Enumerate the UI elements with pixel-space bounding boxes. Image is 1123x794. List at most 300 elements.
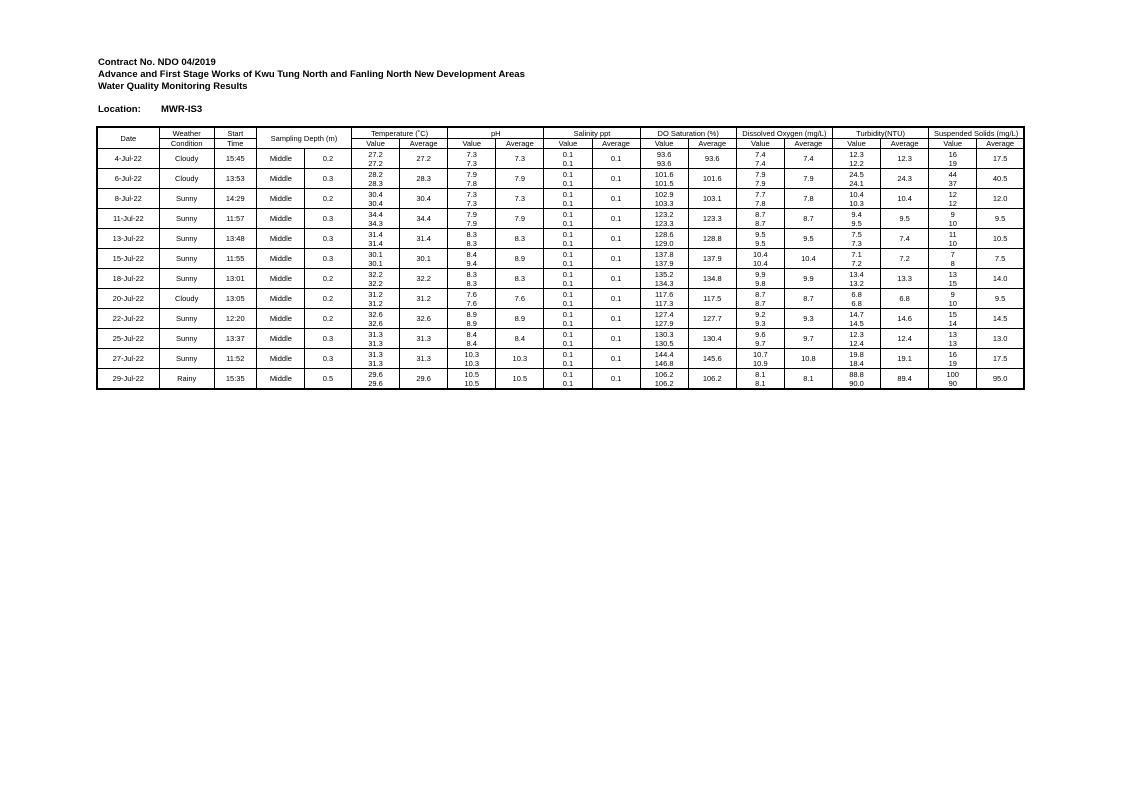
cell-suspended-solids-value: 11 xyxy=(948,229,957,239)
cell-turbidity-value: 18.4 xyxy=(849,358,864,368)
cell-salinity-value: 0.1 xyxy=(562,238,574,248)
location-label: Location: xyxy=(98,104,141,115)
cell-do-saturation-average: 145.6 xyxy=(688,349,736,369)
cell-ph-value: 7.6 xyxy=(466,289,477,299)
cell-turbidity-values xyxy=(832,349,880,369)
cell-ph-average: 7.3 xyxy=(496,189,544,209)
cell-salinity-values xyxy=(544,289,592,309)
cell-dissolved-oxygen-value: 9.7 xyxy=(755,338,766,348)
cell-weather: Sunny xyxy=(159,249,214,269)
cell-dissolved-oxygen-average: 9.5 xyxy=(784,229,832,249)
cell-do-saturation-value: 117.3 xyxy=(655,298,674,308)
cell-turbidity-average: 89.4 xyxy=(881,369,929,390)
cell-do-saturation-values xyxy=(640,289,688,309)
cell-date: 11-Jul-22 xyxy=(97,209,159,229)
col-start: Start xyxy=(214,127,256,139)
cell-temperature-values xyxy=(352,269,400,289)
cell-temperature-average: 30.1 xyxy=(400,249,448,269)
cell-start-time: 15:45 xyxy=(214,149,256,169)
table-row xyxy=(97,289,1024,309)
cell-ph-average: 8.9 xyxy=(496,249,544,269)
cell-temperature-value: 32.2 xyxy=(368,269,383,279)
cell-suspended-solids-value: 90 xyxy=(948,378,957,388)
cell-weather: Sunny xyxy=(159,269,214,289)
cell-do-saturation-value: 129.0 xyxy=(654,238,674,248)
cell-ph-value: 10.3 xyxy=(464,358,480,368)
col-salinity: Salinity ppt xyxy=(544,127,640,139)
cell-ph-value: 8.3 xyxy=(466,269,477,279)
cell-start-time: 11:55 xyxy=(214,249,256,269)
cell-dissolved-oxygen-average: 9.3 xyxy=(784,309,832,329)
subcol-dissolved-oxygen-value: Value xyxy=(736,139,784,149)
cell-date: 18-Jul-22 xyxy=(97,269,159,289)
cell-temperature-value: 31.4 xyxy=(368,229,383,239)
cell-do-saturation-value: 144.4 xyxy=(654,349,674,359)
cell-do-saturation-values xyxy=(640,269,688,289)
cell-turbidity-average: 24.3 xyxy=(881,169,929,189)
cell-temperature-value: 30.1 xyxy=(368,249,383,259)
cell-suspended-solids-value: 15 xyxy=(948,309,957,319)
cell-weather: Rainy xyxy=(159,369,214,390)
cell-start-time: 12:20 xyxy=(214,309,256,329)
cell-dissolved-oxygen-values xyxy=(736,229,784,249)
cell-temperature-average: 31.2 xyxy=(400,289,448,309)
cell-ph-value: 7.9 xyxy=(466,209,477,219)
col-weather-2: Condition xyxy=(159,139,214,149)
cell-ph-value: 7.3 xyxy=(466,158,477,168)
cell-dissolved-oxygen-value: 9.5 xyxy=(755,229,766,239)
cell-dissolved-oxygen-value: 9.9 xyxy=(755,269,766,279)
cell-do-saturation-values xyxy=(640,349,688,369)
cell-turbidity-value: 13.4 xyxy=(849,269,864,279)
cell-turbidity-average: 12.3 xyxy=(881,149,929,169)
cell-ph-value: 10.5 xyxy=(464,369,480,379)
cell-dissolved-oxygen-values xyxy=(736,189,784,209)
cell-ph-value: 8.9 xyxy=(466,318,477,328)
cell-start-time: 13:48 xyxy=(214,229,256,249)
cell-ph-value: 9.4 xyxy=(466,258,477,268)
cell-dissolved-oxygen-value: 10.4 xyxy=(753,249,768,259)
cell-weather: Sunny xyxy=(159,349,214,369)
cell-start-time: 14:29 xyxy=(214,189,256,209)
cell-ph-value: 7.3 xyxy=(466,189,477,199)
cell-salinity-average: 0.1 xyxy=(592,229,640,249)
cell-turbidity-average: 10.4 xyxy=(881,189,929,209)
cell-turbidity-values xyxy=(832,269,880,289)
cell-turbidity-value: 10.3 xyxy=(849,198,864,208)
cell-depth-label: Middle xyxy=(256,349,304,369)
cell-turbidity-values xyxy=(832,249,880,269)
table-row xyxy=(97,209,1024,229)
cell-dissolved-oxygen-value: 10.4 xyxy=(753,258,768,268)
col-depth: Sampling Depth (m) xyxy=(256,127,351,149)
cell-turbidity-value: 7.1 xyxy=(851,249,862,259)
cell-turbidity-value: 7.2 xyxy=(851,258,862,268)
cell-start-time: 13:05 xyxy=(214,289,256,309)
cell-ph-values xyxy=(448,349,496,369)
cell-depth-label: Middle xyxy=(256,149,304,169)
cell-salinity-average: 0.1 xyxy=(592,209,640,229)
cell-do-saturation-values xyxy=(640,229,688,249)
cell-salinity-values xyxy=(544,369,592,390)
cell-dissolved-oxygen-value: 8.1 xyxy=(755,369,766,379)
cell-do-saturation-value: 130.5 xyxy=(654,338,674,348)
cell-salinity-values xyxy=(544,149,592,169)
cell-do-saturation-value: 137.8 xyxy=(654,249,674,259)
cell-dissolved-oxygen-average: 8.1 xyxy=(784,369,832,390)
cell-temperature-values xyxy=(352,149,400,169)
cell-temperature-value: 30.1 xyxy=(368,258,383,268)
cell-salinity-value: 0.1 xyxy=(562,189,574,199)
cell-suspended-solids-values xyxy=(929,369,977,390)
cell-suspended-solids-values xyxy=(929,269,977,289)
cell-turbidity-average: 9.5 xyxy=(881,209,929,229)
cell-turbidity-value: 14.7 xyxy=(849,309,864,319)
cell-depth: 0.3 xyxy=(304,209,351,229)
cell-suspended-solids-values xyxy=(929,189,977,209)
cell-dissolved-oxygen-average: 8.7 xyxy=(784,209,832,229)
cell-salinity-average: 0.1 xyxy=(592,149,640,169)
cell-suspended-solids-value: 19 xyxy=(948,158,957,168)
cell-salinity-value: 0.1 xyxy=(562,229,574,239)
cell-ph-value: 7.9 xyxy=(466,218,477,228)
col-weather: Weather xyxy=(159,127,214,139)
cell-ph-average: 8.3 xyxy=(496,269,544,289)
cell-temperature-value: 27.2 xyxy=(368,158,383,168)
cell-depth: 0.2 xyxy=(304,149,351,169)
cell-suspended-solids-average: 17.5 xyxy=(977,349,1024,369)
cell-dissolved-oxygen-values xyxy=(736,169,784,189)
cell-do-saturation-value: 93.6 xyxy=(656,158,672,168)
cell-temperature-value: 31.3 xyxy=(368,329,383,339)
col-temperature: Temperature (˚C) xyxy=(352,127,448,139)
cell-depth: 0.5 xyxy=(304,369,351,390)
cell-depth-label: Middle xyxy=(256,309,304,329)
cell-turbidity-value: 24.5 xyxy=(849,169,864,179)
cell-dissolved-oxygen-value: 9.8 xyxy=(755,278,766,288)
cell-do-saturation-average: 127.7 xyxy=(688,309,736,329)
cell-start-time: 11:57 xyxy=(214,209,256,229)
cell-turbidity-value: 10.4 xyxy=(849,189,864,199)
cell-turbidity-value: 12.3 xyxy=(849,329,864,339)
cell-date: 29-Jul-22 xyxy=(97,369,159,390)
cell-do-saturation-value: 102.9 xyxy=(654,189,674,199)
cell-suspended-solids-values xyxy=(929,349,977,369)
cell-turbidity-value: 90.0 xyxy=(849,378,864,388)
cell-do-saturation-average: 101.6 xyxy=(688,169,736,189)
cell-ph-values xyxy=(448,169,496,189)
cell-salinity-value: 0.1 xyxy=(562,329,574,339)
cell-ph-average: 8.3 xyxy=(496,229,544,249)
cell-turbidity-value: 9.5 xyxy=(851,218,862,228)
cell-suspended-solids-value: 13 xyxy=(948,269,957,279)
table-row xyxy=(97,369,1024,390)
cell-suspended-solids-values xyxy=(929,329,977,349)
cell-do-saturation-value: 101.6 xyxy=(654,169,674,179)
cell-turbidity-value: 12.2 xyxy=(849,158,864,168)
cell-suspended-solids-value: 100 xyxy=(946,369,959,379)
cell-salinity-value: 0.1 xyxy=(562,378,574,388)
cell-turbidity-values xyxy=(832,189,880,209)
cell-temperature-value: 28.3 xyxy=(368,178,383,188)
cell-turbidity-value: 14.5 xyxy=(849,318,864,328)
cell-salinity-average: 0.1 xyxy=(592,249,640,269)
cell-weather: Sunny xyxy=(159,309,214,329)
cell-temperature-value: 27.2 xyxy=(368,149,383,159)
cell-depth-label: Middle xyxy=(256,329,304,349)
cell-salinity-value: 0.1 xyxy=(562,209,574,219)
cell-suspended-solids-value: 7 xyxy=(950,249,955,259)
cell-do-saturation-value: 146.8 xyxy=(654,358,674,368)
cell-temperature-value: 30.4 xyxy=(368,189,383,199)
cell-salinity-values xyxy=(544,269,592,289)
subcol-temperature-value: Value xyxy=(352,139,400,149)
cell-temperature-value: 32.2 xyxy=(368,278,383,288)
cell-turbidity-value: 88.8 xyxy=(849,369,864,379)
cell-turbidity-average: 13.3 xyxy=(881,269,929,289)
cell-salinity-average: 0.1 xyxy=(592,169,640,189)
cell-dissolved-oxygen-value: 7.8 xyxy=(755,198,766,208)
cell-temperature-value: 34.4 xyxy=(368,209,383,219)
col-date: Date xyxy=(97,127,159,149)
cell-suspended-solids-average: 12.0 xyxy=(977,189,1024,209)
cell-do-saturation-values xyxy=(640,209,688,229)
cell-turbidity-value: 6.8 xyxy=(851,298,862,308)
cell-date: 27-Jul-22 xyxy=(97,349,159,369)
table-header xyxy=(97,127,1024,149)
cell-temperature-value: 34.3 xyxy=(368,218,383,228)
cell-turbidity-value: 12.3 xyxy=(849,149,864,159)
col-ph: pH xyxy=(448,127,544,139)
cell-do-saturation-value: 101.5 xyxy=(654,178,674,188)
cell-temperature-average: 27.2 xyxy=(400,149,448,169)
cell-ph-values xyxy=(448,189,496,209)
cell-do-saturation-average: 128.8 xyxy=(688,229,736,249)
cell-weather: Sunny xyxy=(159,189,214,209)
cell-temperature-values xyxy=(352,249,400,269)
cell-suspended-solids-value: 10 xyxy=(948,238,957,248)
cell-temperature-average: 34.4 xyxy=(400,209,448,229)
cell-ph-average: 10.3 xyxy=(496,349,544,369)
cell-turbidity-value: 9.4 xyxy=(851,209,862,219)
cell-do-saturation-value: 137.9 xyxy=(654,258,674,268)
table-row xyxy=(97,309,1024,329)
cell-suspended-solids-value: 15 xyxy=(948,278,957,288)
cell-dissolved-oxygen-values xyxy=(736,309,784,329)
cell-ph-value: 8.3 xyxy=(466,238,477,248)
cell-suspended-solids-values xyxy=(929,309,977,329)
cell-salinity-average: 0.1 xyxy=(592,309,640,329)
cell-salinity-average: 0.1 xyxy=(592,329,640,349)
cell-do-saturation-value: 135.2 xyxy=(654,269,674,279)
cell-ph-average: 10.5 xyxy=(496,369,544,390)
cell-ph-value: 8.9 xyxy=(466,309,477,319)
cell-salinity-value: 0.1 xyxy=(562,169,574,179)
cell-dissolved-oxygen-values xyxy=(736,369,784,390)
cell-do-saturation-average: 137.9 xyxy=(688,249,736,269)
cell-temperature-value: 31.2 xyxy=(368,289,383,299)
cell-do-saturation-average: 117.5 xyxy=(688,289,736,309)
cell-depth: 0.3 xyxy=(304,349,351,369)
cell-ph-value: 7.6 xyxy=(466,298,477,308)
cell-depth-label: Middle xyxy=(256,369,304,390)
cell-ph-values xyxy=(448,329,496,349)
cell-ph-value: 8.4 xyxy=(466,338,477,348)
cell-dissolved-oxygen-value: 7.9 xyxy=(755,178,766,188)
cell-temperature-values xyxy=(352,229,400,249)
cell-ph-values xyxy=(448,209,496,229)
cell-salinity-values xyxy=(544,209,592,229)
cell-start-time: 13:53 xyxy=(214,169,256,189)
subcol-suspended-solids-value: Value xyxy=(929,139,977,149)
cell-do-saturation-value: 134.3 xyxy=(654,278,674,288)
cell-temperature-values xyxy=(352,329,400,349)
subcol-turbidity-value: Value xyxy=(832,139,880,149)
cell-suspended-solids-value: 16 xyxy=(948,149,957,159)
cell-ph-value: 10.3 xyxy=(464,349,480,359)
cell-dissolved-oxygen-value: 7.7 xyxy=(755,189,766,199)
cell-temperature-value: 31.4 xyxy=(368,238,383,248)
cell-salinity-values xyxy=(544,189,592,209)
subcol-turbidity-average: Average xyxy=(881,139,929,149)
subcol-salinity-average: Average xyxy=(592,139,640,149)
cell-dissolved-oxygen-value: 9.6 xyxy=(755,329,766,339)
cell-do-saturation-values xyxy=(640,189,688,209)
cell-temperature-value: 30.4 xyxy=(368,198,383,208)
cell-date: 15-Jul-22 xyxy=(97,249,159,269)
cell-depth-label: Middle xyxy=(256,229,304,249)
cell-turbidity-values xyxy=(832,369,880,390)
cell-ph-value: 7.3 xyxy=(466,149,477,159)
table-body xyxy=(97,149,1024,390)
cell-salinity-average: 0.1 xyxy=(592,189,640,209)
cell-turbidity-value: 24.1 xyxy=(849,178,864,188)
cell-dissolved-oxygen-value: 9.3 xyxy=(755,318,766,328)
cell-salinity-value: 0.1 xyxy=(562,318,574,328)
cell-temperature-value: 29.6 xyxy=(368,369,383,379)
cell-suspended-solids-values xyxy=(929,169,977,189)
cell-salinity-value: 0.1 xyxy=(562,218,574,228)
cell-temperature-value: 31.3 xyxy=(368,358,383,368)
col-turbidity: Turbidity(NTU) xyxy=(832,127,928,139)
subcol-do-saturation-average: Average xyxy=(688,139,736,149)
cell-salinity-value: 0.1 xyxy=(562,289,574,299)
cell-turbidity-value: 12.4 xyxy=(849,338,864,348)
col-dissolved-oxygen: Dissolved Oxygen (mg/L) xyxy=(736,127,832,139)
cell-suspended-solids-value: 14 xyxy=(948,318,957,328)
cell-turbidity-values xyxy=(832,289,880,309)
cell-dissolved-oxygen-average: 8.7 xyxy=(784,289,832,309)
cell-date: 25-Jul-22 xyxy=(97,329,159,349)
cell-turbidity-average: 6.8 xyxy=(881,289,929,309)
cell-do-saturation-values xyxy=(640,249,688,269)
table-row xyxy=(97,229,1024,249)
cell-ph-values xyxy=(448,309,496,329)
cell-do-saturation-value: 130.3 xyxy=(654,329,674,339)
cell-salinity-value: 0.1 xyxy=(562,149,574,159)
cell-dissolved-oxygen-values xyxy=(736,269,784,289)
cell-salinity-value: 0.1 xyxy=(562,158,574,168)
cell-ph-value: 8.4 xyxy=(466,249,477,259)
cell-salinity-value: 0.1 xyxy=(562,338,574,348)
cell-suspended-solids-values xyxy=(929,249,977,269)
cell-dissolved-oxygen-values xyxy=(736,289,784,309)
cell-dissolved-oxygen-value: 7.9 xyxy=(755,169,766,179)
cell-depth: 0.3 xyxy=(304,329,351,349)
cell-temperature-values xyxy=(352,209,400,229)
cell-ph-values xyxy=(448,229,496,249)
cell-weather: Cloudy xyxy=(159,289,214,309)
cell-dissolved-oxygen-average: 7.8 xyxy=(784,189,832,209)
cell-depth: 0.3 xyxy=(304,249,351,269)
cell-ph-value: 7.8 xyxy=(466,178,477,188)
cell-suspended-solids-value: 13 xyxy=(948,338,957,348)
cell-turbidity-average: 12.4 xyxy=(881,329,929,349)
cell-ph-value: 8.3 xyxy=(466,229,477,239)
cell-temperature-value: 31.3 xyxy=(368,338,383,348)
cell-salinity-value: 0.1 xyxy=(562,298,574,308)
cell-weather: Sunny xyxy=(159,229,214,249)
cell-salinity-average: 0.1 xyxy=(592,289,640,309)
cell-salinity-value: 0.1 xyxy=(562,369,574,379)
cell-salinity-average: 0.1 xyxy=(592,349,640,369)
cell-date: 20-Jul-22 xyxy=(97,289,159,309)
subcol-ph-value: Value xyxy=(448,139,496,149)
cell-weather: Cloudy xyxy=(159,149,214,169)
cell-suspended-solids-values xyxy=(929,149,977,169)
cell-suspended-solids-values xyxy=(929,289,977,309)
cell-temperature-value: 31.2 xyxy=(368,298,383,308)
cell-do-saturation-average: 130.4 xyxy=(688,329,736,349)
cell-dissolved-oxygen-values xyxy=(736,349,784,369)
cell-dissolved-oxygen-value: 8.7 xyxy=(755,298,766,308)
table-row xyxy=(97,149,1024,169)
contract-number: Contract No. NDO 04/2019 xyxy=(98,57,216,68)
cell-dissolved-oxygen-value: 9.5 xyxy=(755,238,766,248)
cell-salinity-average: 0.1 xyxy=(592,369,640,390)
cell-do-saturation-average: 106.2 xyxy=(688,369,736,390)
cell-weather: Sunny xyxy=(159,329,214,349)
cell-turbidity-values xyxy=(832,229,880,249)
cell-suspended-solids-values xyxy=(929,209,977,229)
cell-suspended-solids-average: 40.5 xyxy=(977,169,1024,189)
cell-turbidity-values xyxy=(832,209,880,229)
cell-do-saturation-values xyxy=(640,149,688,169)
cell-depth: 0.3 xyxy=(304,229,351,249)
subcol-salinity-value: Value xyxy=(544,139,592,149)
cell-dissolved-oxygen-values xyxy=(736,329,784,349)
cell-salinity-value: 0.1 xyxy=(562,358,574,368)
cell-temperature-average: 28.3 xyxy=(400,169,448,189)
cell-ph-value: 7.9 xyxy=(466,169,477,179)
cell-ph-value: 10.5 xyxy=(464,378,480,388)
cell-turbidity-average: 7.4 xyxy=(881,229,929,249)
cell-do-saturation-value: 106.2 xyxy=(654,378,674,388)
cell-depth: 0.3 xyxy=(304,169,351,189)
cell-dissolved-oxygen-value: 10.9 xyxy=(753,358,768,368)
cell-dissolved-oxygen-value: 8.7 xyxy=(755,289,766,299)
table-row xyxy=(97,329,1024,349)
cell-suspended-solids-value: 16 xyxy=(948,349,957,359)
cell-do-saturation-values xyxy=(640,309,688,329)
cell-weather: Cloudy xyxy=(159,169,214,189)
cell-suspended-solids-value: 10 xyxy=(948,298,957,308)
cell-do-saturation-average: 103.1 xyxy=(688,189,736,209)
cell-do-saturation-values xyxy=(640,369,688,390)
cell-ph-value: 8.3 xyxy=(466,278,477,288)
cell-suspended-solids-average: 10.5 xyxy=(977,229,1024,249)
cell-ph-average: 7.9 xyxy=(496,209,544,229)
